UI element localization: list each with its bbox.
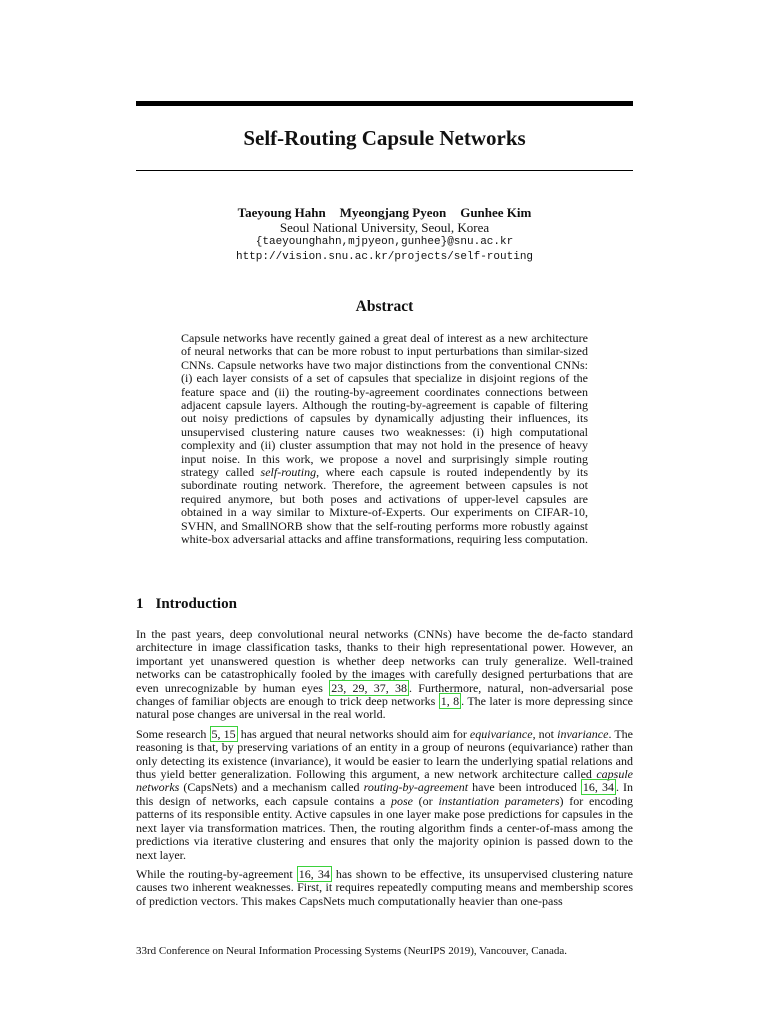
- text: In the past years, deep convolutional neural networks (CNNs) have become the de-facto standard architecture in image classification tasks, thanks to their high representational power. However, an important yet unanswered question is whether deep networks can truly generalize. Well-trained networks can be catastrophically fooled by the images with carefully designed perturbations that are even unrecognizable by human eyes: [136, 627, 633, 695]
- author-names: [136, 205, 633, 220]
- emphasis: pose: [390, 793, 413, 808]
- title-top-rule: [136, 101, 633, 106]
- emphasis: equivariance: [469, 726, 533, 741]
- abstract-heading: Abstract: [355, 298, 414, 315]
- conference-footnote: 33rd Conference on Neural Information Processing Systems (NeurIPS 2019), Vancouver, Canada.: [136, 945, 568, 957]
- text: While the routing-by-agreement: [136, 866, 297, 881]
- citation-number: 38: [395, 680, 408, 695]
- citation-number: 34: [317, 866, 330, 881]
- author-name: Taeyoung Hahn: [237, 205, 326, 220]
- citation-number: 16: [298, 866, 311, 881]
- abstract-part: Capsule networks have recently gained a great deal of interest as a new architecture of neural networks that can be more robust to input perturbations than similar-sized CNNs. Capsule networks have two major distinctions from the conventional CNNs: (i) each layer consists of a set of capsules that specialize in disjoint regions of the feature space and (ii) the routing-by-agreement coordinates connections between adjacent capsule layers. Although the routing-by-agreement is capable of filtering out noisy predictions of capsules by dynamically adjusting their influences, its unsupervised clustering nature causes two weaknesses: (i) high computational complexity and (ii) cluster assumption that may not hold in the presence of heavy input noise. In this work, we propose a novel and surprisingly simple routing strategy called: [181, 331, 588, 480]
- author-name: Gunhee Kim: [460, 205, 532, 220]
- text: Some research: [136, 726, 210, 741]
- citation-number: 1: [440, 694, 447, 709]
- abstract-emphasis: self-routing: [260, 465, 317, 480]
- paragraph: [136, 868, 633, 908]
- project-url: http://vision.snu.ac.kr/projects/self-routing: [235, 251, 534, 263]
- text: have been introduced: [468, 780, 581, 795]
- text: . The later is more depressing since natural pose changes are universal in the real world.: [136, 694, 634, 722]
- text: ) for encoding patterns of its responsible entity. Active capsules in one layer make pose predictions for capsules in the next layer via transformation matrices. Then, the routing algorithm finds a center-of-mass among the predictions via iterative clustering and ensures that only the majority opinion is passed down to the next layer.: [136, 793, 634, 862]
- paragraph: [136, 628, 633, 722]
- citation-number: 5: [211, 726, 218, 741]
- paragraph: [136, 728, 633, 862]
- emphasis: capsule networks: [136, 767, 633, 795]
- text: . In this design of networks, each capsule contains a: [136, 780, 634, 808]
- citation-number: 16: [582, 780, 595, 795]
- text: has shown to be effective, its unsupervised clustering nature causes two inherent weaknesses. First, it requires repeatedly computing means and membership scores of prediction vectors. This makes CapsNets much computationally heavier than one-pass: [136, 866, 634, 908]
- emphasis: instantiation parameters: [438, 793, 560, 808]
- title-bottom-rule: [136, 170, 633, 171]
- text: has argued that neural networks should aim for: [237, 726, 470, 741]
- emphasis: invariance: [557, 726, 609, 741]
- citation-number: 37: [373, 680, 386, 695]
- section-title: Introduction: [155, 596, 237, 612]
- text: (or: [412, 793, 439, 808]
- citation-link[interactable]: 1, 8: [440, 694, 460, 709]
- paper-title: Self-Routing Capsule Networks: [243, 126, 526, 150]
- citation-link[interactable]: 16, 34: [582, 780, 614, 795]
- section-number: 1: [136, 596, 144, 612]
- citation-number: 34: [601, 780, 614, 795]
- text: (CapsNets) and a mechanism called: [179, 780, 364, 795]
- text: . Furthermore, natural, non-adversarial pose changes of familiar objects are enough to trick deep networks: [136, 680, 633, 709]
- text: , not: [532, 726, 558, 741]
- citation-number: 15: [223, 726, 236, 741]
- email: {taeyounghahn,mjpyeon,gunhee}@snu.ac.kr: [255, 236, 514, 248]
- text: . The reasoning is that, by preserving variations of an entity in a group of neurons (equivariance) rather than only detecting its existence (invariance), it would be easier to learn the underlying spatial relations and thus yield better generalization. Following this argument, a new network architecture called: [136, 726, 633, 782]
- section-heading-introduction: [136, 596, 237, 613]
- citation-link[interactable]: 5, 15: [211, 726, 236, 741]
- affiliation: Seoul National University, Seoul, Korea: [279, 220, 490, 235]
- abstract-text: [181, 332, 588, 547]
- author-name: Myeongjang Pyeon: [339, 205, 447, 220]
- citation-number: 23: [331, 680, 344, 695]
- author-block: [136, 205, 633, 265]
- citation-number: 8: [453, 694, 460, 709]
- introduction-body: [136, 628, 633, 914]
- abstract-part: , where each capsule is routed independently by its subordinate routing network. Therefore, the agreement between capsules is not required anymore, but both poses and activations of upper-level capsules are obtained in a way similar to Mixture-of-Experts. Our experiments on CIFAR-10, SVHN, and SmallNORB show that the self-routing performs more robustly against white-box adversarial attacks and affine transformations, requiring less computation.: [181, 465, 588, 547]
- citation-number: 29: [352, 680, 365, 695]
- emphasis: routing-by-agreement: [363, 780, 469, 795]
- citation-link[interactable]: 23, 29, 37, 38: [331, 680, 408, 695]
- citation-link[interactable]: 16, 34: [298, 866, 330, 881]
